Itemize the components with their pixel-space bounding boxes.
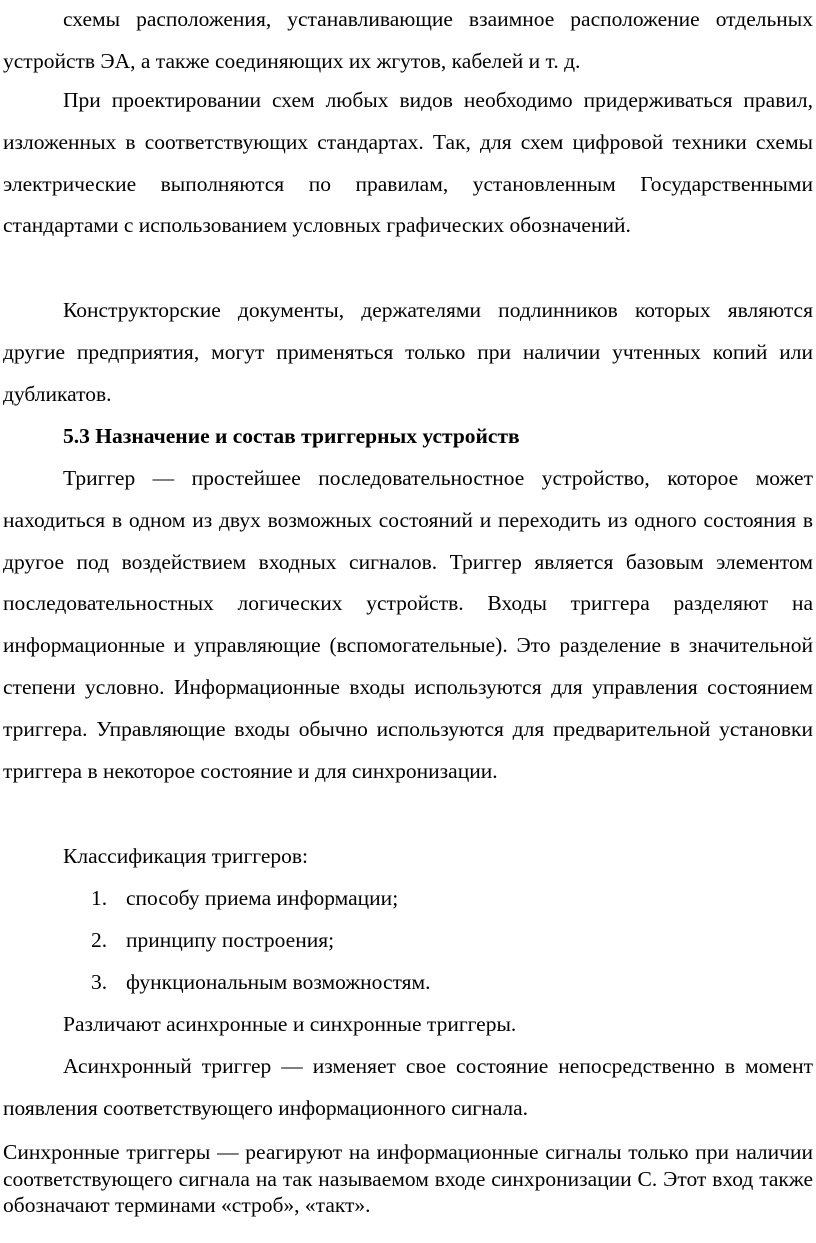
- list-item-text: функциональным возможностям.: [126, 969, 431, 994]
- paragraph-sync-triggers: Синхронные триггеры — реагируют на информационные сигналы только при наличии соответствующего сигнала на так называемом входе синхронизации С. Этот вход также обозначают терминами «строб», «такт».: [3, 1140, 813, 1217]
- list-item: [0, 962, 816, 1004]
- paragraph-async-trigger: Асинхронный триггер — изменяет свое состояние непосредственно в момент появления соответствующего информационного сигнала.: [3, 1054, 813, 1120]
- paragraph-schemes-layout: схемы расположения, устанавливающие взаимное расположение отдельных устройств ЭА, а также соединяющих их жгутов, кабелей и т. д.: [3, 7, 813, 73]
- paragraph-trigger-definition: Триггер — простейшее последовательностное устройство, которое может находиться в одном из двух возможных состояний и переходить из одного состояния в другое под воздействием входных сигналов. Триггер является базовым элементом последовательностных логических устройств. Входы триггера разделяют на информационные и управляющие (вспомогательные). Это разделение в значительной степени условно. Информационные входы используются для управления состоянием триггера. Управляющие входы обычно используются для предварительной установки триггера в некоторое состояние и для синхронизации.: [3, 466, 813, 783]
- paragraph-classification-intro: Классификация триггеров:: [63, 844, 309, 868]
- section-heading: 5.3 Назначение и состав триггерных устройств: [63, 424, 520, 448]
- list-item: [0, 920, 816, 962]
- paragraph-design-documents: Конструкторские документы, держателями подлинников которых являются другие предприятия, могут применяться только при наличии учтенных копий или дубликатов.: [3, 298, 813, 406]
- paragraph-trigger-types: Различают асинхронные и синхронные триггеры.: [63, 1012, 517, 1036]
- list-item-text: способу приема информации;: [126, 886, 399, 910]
- paragraph-design-rules: При проектировании схем любых видов необходимо придерживаться правил, изложенных в соответствующих стандартах. Так, для схем цифровой техники схемы электрические выполняются по правилам, установленным Государственными стандартами с использованием условных графических обозначений.: [3, 88, 813, 238]
- list-item-number: 2.: [91, 927, 108, 952]
- list-item-number: 3.: [91, 969, 108, 994]
- list-item-text: принципу построения;: [126, 927, 335, 952]
- classification-list: [0, 878, 816, 1003]
- list-item: [0, 878, 816, 920]
- list-item-number: 1.: [91, 886, 108, 910]
